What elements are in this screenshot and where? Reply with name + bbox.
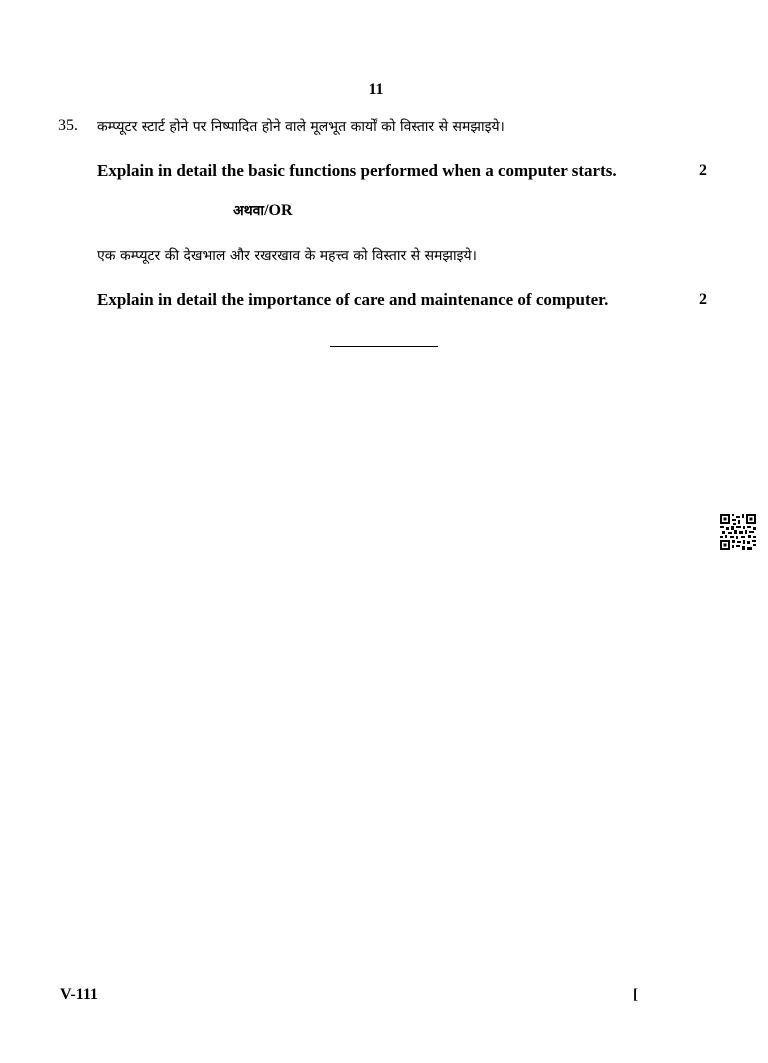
qr-code-icon — [720, 514, 756, 550]
question-english-alt: Explain in detail the importance of care and maintenance of computer. — [97, 290, 609, 309]
footer-bracket: [ — [633, 987, 638, 1003]
paper-code: V-111 — [60, 986, 98, 1003]
marks-alt: 2 — [699, 291, 707, 308]
or-separator — [233, 201, 293, 220]
marks-main: 2 — [699, 162, 707, 179]
question-number: 35. — [58, 117, 78, 134]
or-english: /OR — [264, 202, 293, 219]
end-of-questions-rule — [330, 346, 438, 347]
question-english-main: Explain in detail the basic functions performed when a computer starts. — [97, 161, 617, 180]
or-hindi: अथवा — [233, 203, 265, 219]
page-number: 11 — [368, 81, 384, 98]
question-hindi-alt: एक कम्प्यूटर की देखभाल और रखरखाव के महत्त्व को विस्तार से समझाइये। — [97, 248, 477, 264]
question-hindi-main: कम्प्यूटर स्टार्ट होने पर निष्पादित होने वाले मूलभूत कार्यों को विस्तार से समझाइये। — [97, 119, 505, 135]
